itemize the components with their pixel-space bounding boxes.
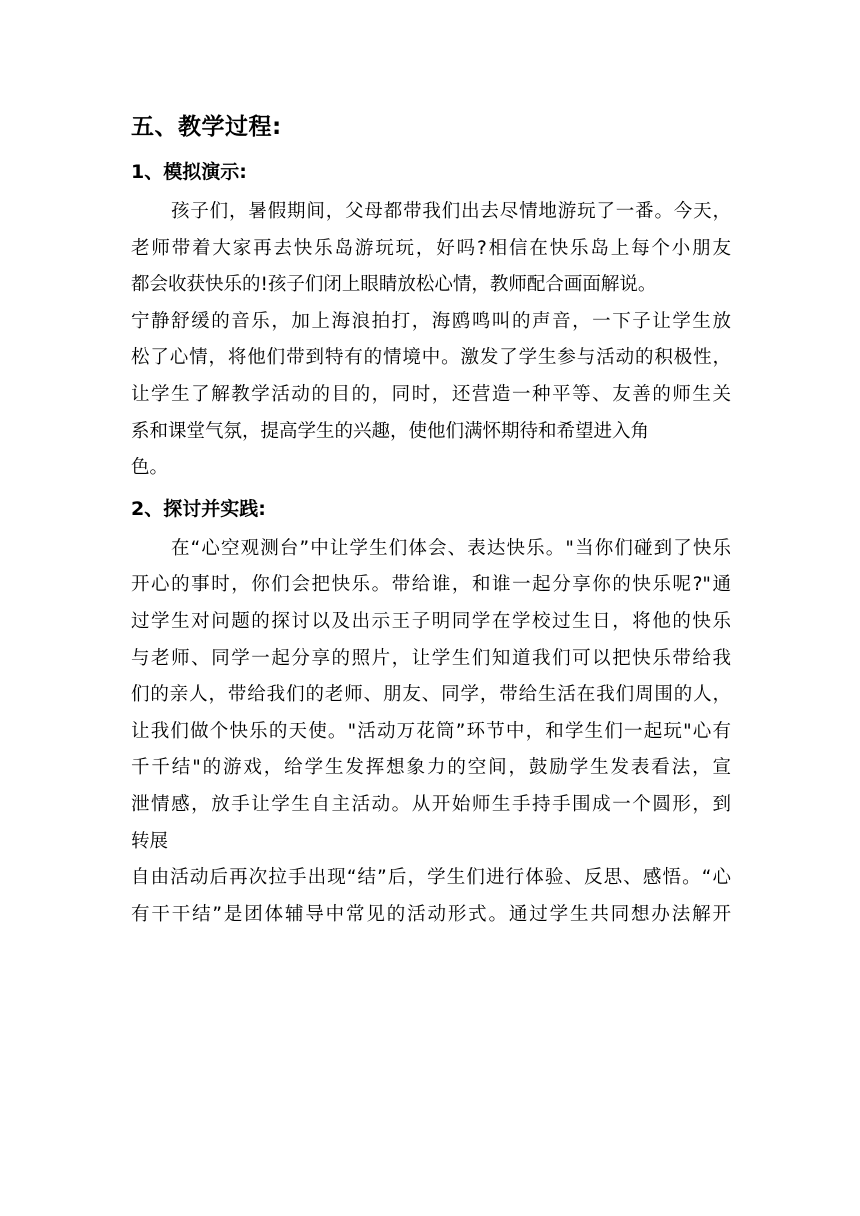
paragraph-practice-reflection bbox=[131, 860, 731, 933]
subsection-heading-1: 1、模拟演示: bbox=[131, 161, 247, 183]
text-line: 过学生对问题的探讨以及出示王子明同学在学校过生日，将他的快乐 bbox=[131, 610, 731, 632]
text-line: 老师带着大家再去快乐岛游玩玩，好吗?相信在快乐岛上每个小朋友 bbox=[131, 237, 731, 259]
text-line: 孩子们，暑假期间，父母都带我们出去尽情地游玩了一番。今天， bbox=[171, 201, 731, 222]
document-body bbox=[131, 104, 731, 933]
text-line: 让我们做个快乐的天使。"活动万花筒”环节中，和学生们一起玩"心有 bbox=[131, 720, 731, 742]
text-line: 色。 bbox=[131, 457, 169, 479]
section-heading: 五、教学过程: bbox=[131, 114, 282, 140]
text-line: 让学生了解教学活动的目的，同时，还营造一种平等、友善的师生关 bbox=[131, 383, 731, 405]
text-line: 千千结"的游戏，给学生发挥想象力的空间，鼓励学生发表看法，宣 bbox=[131, 757, 731, 779]
paragraph-simulation-effect bbox=[131, 304, 731, 487]
text-line: 泄情感，放手让学生自主活动。从开始师生手持手围成一个圆形，到 bbox=[131, 793, 731, 815]
text-line: 与老师、同学一起分享的照片，让学生们知道我们可以把快乐带给我 bbox=[131, 647, 731, 669]
text-line: 松了心情，将他们带到特有的情境中。激发了学生参与活动的积极性， bbox=[131, 347, 731, 369]
text-line: 开心的事时，你们会把快乐。带给谁，和谁一起分享你的快乐呢?"通 bbox=[131, 574, 731, 596]
text-line: 自由活动后再次拉手出现“结”后，学生们进行体验、反思、感悟。“心 bbox=[131, 867, 731, 889]
text-line: 们的亲人，带给我们的老师、朋友、同学，带给生活在我们周围的人， bbox=[131, 684, 731, 706]
text-line: 在“心空观测台”中让学生们体会、表达快乐。"当你们碰到了快乐 bbox=[171, 537, 731, 559]
text-line: 系和课堂气氛，提高学生的兴趣，使他们满怀期待和希望进入角 bbox=[131, 420, 650, 442]
subsection-heading-2: 2、探讨并实践: bbox=[131, 497, 266, 520]
paragraph-simulation-intro bbox=[131, 194, 731, 304]
text-line: 都会收获快乐的!孩子们闭上眼睛放松心情，教师配合画面解说。 bbox=[131, 274, 657, 296]
text-line: 有干干结”是团体辅导中常见的活动形式。通过学生共同想办法解开 bbox=[131, 903, 731, 925]
paragraph-practice-activity bbox=[131, 531, 731, 860]
text-line: 转展 bbox=[131, 830, 169, 852]
text-line: 宁静舒缓的音乐，加上海浪拍打，海鸥鸣叫的声音，一下子让学生放 bbox=[131, 310, 731, 332]
